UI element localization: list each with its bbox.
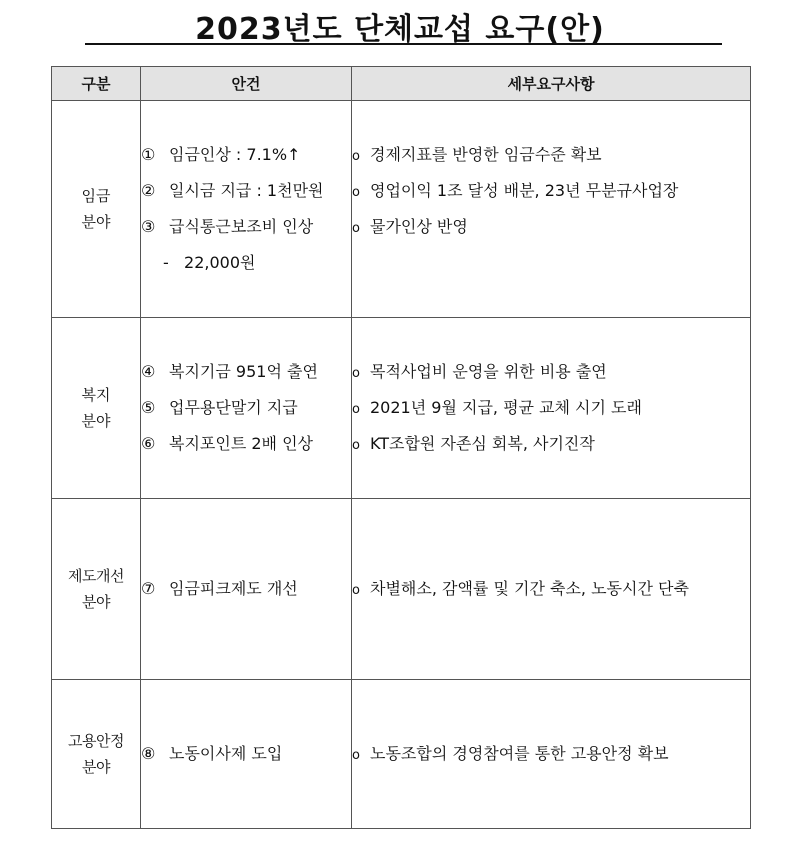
category-cell [52, 499, 141, 680]
agenda-cell [141, 318, 352, 499]
item-text: 임금피크제도 개선 [169, 579, 298, 598]
agenda-item [141, 173, 351, 209]
detail-item [352, 209, 750, 245]
item-number: ⑤ [141, 398, 156, 417]
bargaining-demands-table [51, 66, 751, 829]
table-row-wage [52, 101, 751, 318]
agenda-item [141, 390, 351, 426]
agenda-cell [141, 680, 352, 829]
bullet-icon: o [352, 402, 360, 417]
detail-item [352, 173, 750, 209]
item-text: 급식통근보조비 인상 [169, 217, 314, 236]
detail-text: 물가인상 반영 [370, 217, 468, 236]
item-number: ⑦ [141, 579, 156, 598]
agenda-item [141, 736, 351, 772]
detail-text: 경제지표를 반영한 임금수준 확보 [370, 145, 602, 164]
item-text: 업무용단말기 지급 [169, 398, 298, 417]
detail-spacer [352, 245, 750, 281]
bullet-icon: o [352, 185, 360, 200]
detail-text: 2021년 9월 지급, 평균 교체 시기 도래 [370, 398, 642, 417]
detail-text: 목적사업비 운영을 위한 비용 출연 [370, 362, 607, 381]
bullet-icon: o [352, 583, 360, 598]
bullet-icon: o [352, 748, 360, 763]
table-header-row [52, 67, 751, 101]
detail-item [352, 736, 750, 772]
agenda-item [141, 137, 351, 173]
table-row-welfare [52, 318, 751, 499]
category-cell [52, 680, 141, 829]
category-cell [52, 101, 141, 318]
title-underline [85, 43, 722, 45]
detail-text: KT조합원 자존심 회복, 사기진작 [370, 434, 595, 453]
header-category: 구분 [52, 67, 141, 101]
category-label-line: 임금 [81, 187, 111, 205]
item-number: ① [141, 145, 156, 164]
bullet-icon: o [352, 149, 360, 164]
detail-item [352, 390, 750, 426]
item-text: 임금인상 : 7.1%↑ [169, 145, 301, 164]
detail-item [352, 354, 750, 390]
item-number: ⑧ [141, 744, 156, 763]
item-text: 노동이사제 도입 [169, 744, 283, 763]
category-label-line: 분야 [82, 593, 110, 611]
category-label-line: 고용안정 [68, 732, 124, 750]
bullet-icon: o [352, 221, 360, 236]
detail-item [352, 426, 750, 462]
detail-item [352, 571, 750, 607]
header-agenda: 안건 [141, 67, 352, 101]
agenda-sub-item: - 22,000원 [163, 253, 256, 272]
page-title: 2023년도 단체교섭 요구(안) [195, 12, 605, 47]
agenda-item [141, 571, 351, 607]
item-number: ④ [141, 362, 156, 381]
agenda-cell [141, 101, 352, 318]
item-number: ⑥ [141, 434, 156, 453]
item-number: ③ [141, 217, 156, 236]
detail-item [352, 137, 750, 173]
table-row-system-improvement [52, 499, 751, 680]
header-details: 세부요구사항 [352, 67, 751, 101]
details-cell [352, 318, 751, 499]
details-cell [352, 101, 751, 318]
category-label-line: 분야 [81, 412, 111, 430]
bullet-icon: o [352, 366, 360, 381]
category-label-line: 분야 [82, 758, 110, 776]
agenda-item [141, 426, 351, 462]
table-row-employment-stability [52, 680, 751, 829]
category-cell [52, 318, 141, 499]
agenda-item [141, 209, 351, 245]
item-text: 복지기금 951억 출연 [169, 362, 318, 381]
item-text: 복지포인트 2배 인상 [169, 434, 313, 453]
details-cell [352, 680, 751, 829]
item-number: ② [141, 181, 156, 200]
detail-text: 영업이익 1조 달성 배분, 23년 무분규사업장 [370, 181, 679, 200]
agenda-cell [141, 499, 352, 680]
bullet-icon: o [352, 438, 360, 453]
detail-text: 노동조합의 경영참여를 통한 고용안정 확보 [370, 744, 669, 763]
category-label-line: 복지 [81, 386, 111, 404]
detail-text: 차별해소, 감액률 및 기간 축소, 노동시간 단축 [370, 579, 689, 598]
agenda-item [141, 354, 351, 390]
item-text: 일시금 지급 : 1천만원 [169, 181, 324, 200]
category-label-line: 분야 [81, 213, 111, 231]
category-label-line: 제도개선 [68, 567, 124, 585]
details-cell [352, 499, 751, 680]
